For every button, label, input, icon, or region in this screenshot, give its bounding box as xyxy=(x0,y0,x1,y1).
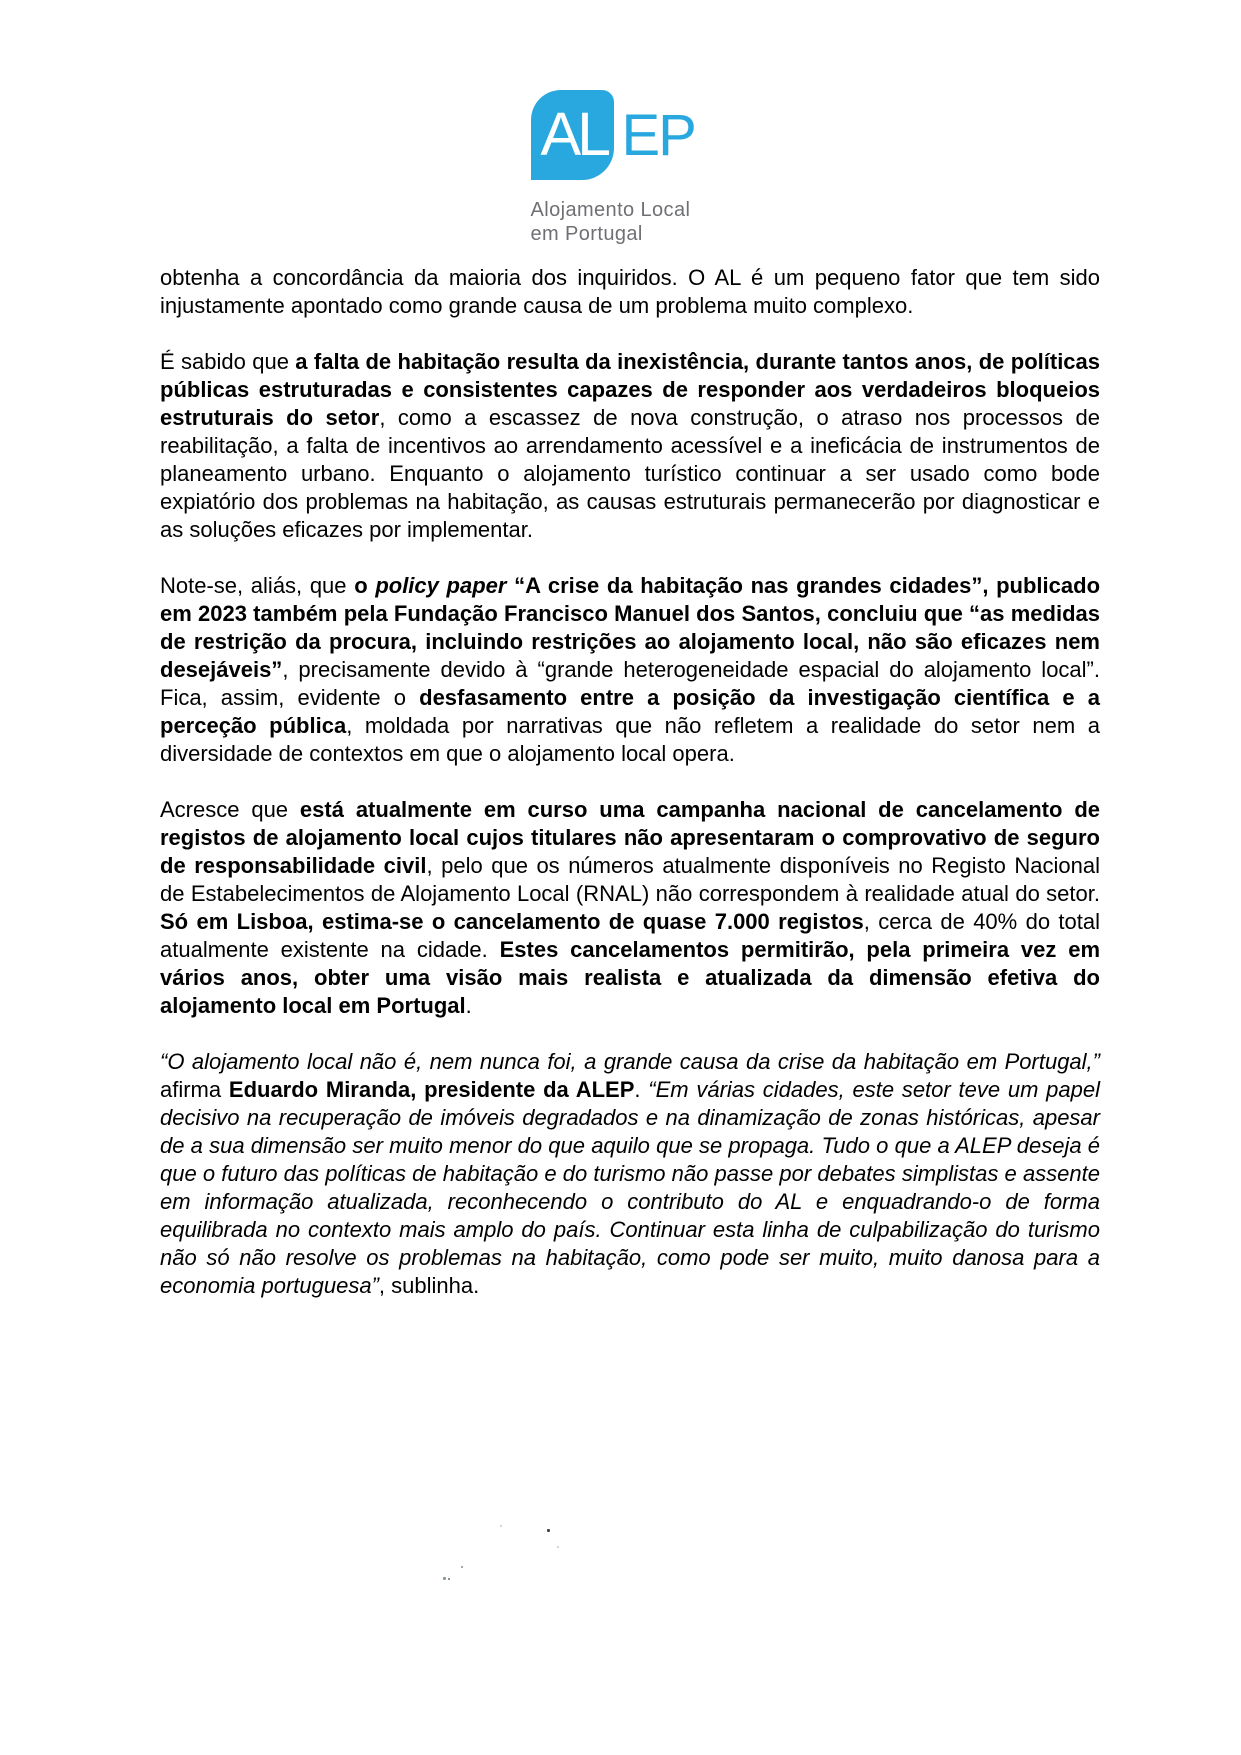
text-run: , pelo que os números atualmente disponíveis no Registo Nacional de Estabelecimentos de Alojamento Local (RNAL) não correspondem à realidade atual do setor. xyxy=(160,853,1100,906)
text-run: Eduardo Miranda, presidente da ALEP xyxy=(228,1077,635,1102)
paragraph xyxy=(160,796,1100,1020)
text-run: “Em várias cidades, este setor teve um papel decisivo na recuperação de imóveis degradados e na dinamização de zonas históricas, apesar de a sua dimensão ser muito menor do que aquilo que se propaga. Tudo o que a ALEP deseja é que o futuro das políticas de habitação e do turismo não passe por debates simplistas e assente em informação atualizada, reconhecendo o contributo do AL e enquadrando-o de forma equilibrada no contexto mais amplo do país. Continuar esta linha de culpabilização do turismo não só não resolve os problemas na habitação, como pode ser muito, muito danosa para a economia portuguesa” xyxy=(160,1077,1100,1298)
text-run: Só em Lisboa, estima-se o cancelamento de quase 7.000 registos xyxy=(160,909,864,934)
paragraph xyxy=(160,348,1100,544)
paragraph xyxy=(160,572,1100,768)
tagline-line1: Alojamento Local xyxy=(530,199,691,221)
text-run: Note-se, aliás, que xyxy=(160,573,355,598)
paragraph xyxy=(160,1048,1100,1300)
text-run: obtenha a concordância da maioria dos inquiridos. O AL é um pequeno fator que tem sido injustamente apontado como grande causa de um problema muito complexo. xyxy=(160,265,1100,318)
scan-speck xyxy=(443,1577,446,1580)
text-run: “A crise da habitação nas grandes cidades”, publicado em 2023 também pela Fundação Francisco Manuel dos Santos, concluiu que “as medidas de restrição da procura, incluindo restrições ao alojamento local, não são eficazes nem desejáveis” xyxy=(160,573,1101,682)
text-run: , como a escassez de nova construção, o atraso nos processos de reabilitação, a falta de incentivos ao arrendamento acessível e a ineficácia de instrumentos de planeamento urbano. Enquanto o alojamento turístico continuar a ser usado como bode expiatório dos problemas na habitação, as causas estruturais permanecerão por diagnosticar e as soluções eficazes por implementar. xyxy=(160,405,1100,542)
text-run: está atualmente em curso uma campanha nacional de cancelamento de registos de alojamento local cujos titulares não apresentaram o comprovativo de seguro de responsabilidade civil xyxy=(160,797,1100,878)
text-run: Acresce que xyxy=(160,797,300,822)
text-run: , moldada por narrativas que não refletem a realidade do setor nem a diversidade de contextos em que o alojamento local opera. xyxy=(160,713,1100,766)
text-run: É sabido que xyxy=(160,349,296,374)
logo-tagline xyxy=(531,198,711,246)
scan-speck xyxy=(557,1546,559,1548)
text-run: afirma xyxy=(160,1077,229,1102)
paragraph xyxy=(160,264,1100,320)
logo-monogram-ep: EP xyxy=(621,103,695,168)
scan-speck xyxy=(547,1529,550,1532)
text-run: a falta de habitação resulta da inexistência, durante tantos anos, de políticas públicas estruturadas e consistentes capazes de responder aos verdadeiros bloqueios estruturais do setor xyxy=(160,349,1101,430)
logo-monogram-al: AL xyxy=(540,100,608,168)
text-run: . xyxy=(634,1077,649,1102)
tagline-line2: em Portugal xyxy=(530,223,643,245)
text-run: , sublinha. xyxy=(378,1273,480,1298)
text-run: Estes cancelamentos permitirão, pela primeira vez em vários anos, obter uma visão mais realista e atualizada da dimensão efetiva do alojamento local em Portugal xyxy=(160,937,1101,1018)
scan-speck xyxy=(448,1578,450,1580)
text-run: policy paper xyxy=(375,573,507,598)
alep-logo-mark xyxy=(531,90,711,181)
text-run: , cerca de 40% do total atualmente existente na cidade. xyxy=(160,909,1101,962)
text-run: “O alojamento local não é, nem nunca foi, a grande causa da crise da habitação em Portugal,” xyxy=(160,1049,1100,1074)
document-body xyxy=(160,264,1100,1328)
text-run: . xyxy=(465,993,472,1018)
text-run: o xyxy=(354,573,376,598)
alep-logo xyxy=(531,90,711,246)
text-run: desfasamento entre a posição da investigação científica e a perceção pública xyxy=(160,685,1100,738)
speech-bubble-icon xyxy=(531,90,614,180)
scan-speck xyxy=(500,1525,502,1527)
text-run: , precisamente devido à “grande heterogeneidade espacial do alojamento local”. Fica, assim, evidente o xyxy=(160,657,1100,710)
scan-speck xyxy=(461,1566,463,1568)
